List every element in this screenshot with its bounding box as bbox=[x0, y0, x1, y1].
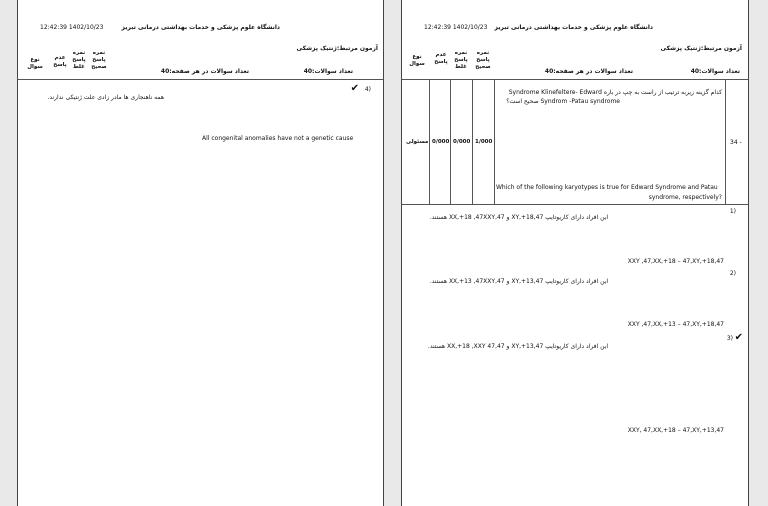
question-text-en-line1: Which of the following karyotypes is true for Edward Syndrome and Patau bbox=[496, 184, 718, 191]
column-divider bbox=[450, 79, 451, 205]
check-icon: ✔ bbox=[734, 332, 743, 343]
answer-sheet-page-left bbox=[17, 0, 384, 506]
option-number: 4) bbox=[364, 86, 371, 93]
column-divider bbox=[725, 79, 726, 205]
question-row-bottom-border bbox=[402, 204, 748, 205]
no-answer-score: 0/000 bbox=[432, 139, 450, 145]
column-divider bbox=[429, 79, 430, 205]
question-number: 34 - bbox=[730, 139, 742, 146]
university-title: دانشگاه علوم پزشکی و خدمات بهداشتی درمانی تبریز bbox=[494, 24, 653, 31]
option-text-en: All congenital anomalies have not a genetic cause bbox=[202, 135, 354, 142]
option-2-text-fa: این افراد دارای کاریوتایپ 47,XY,+13 و 47,XX,+13 ,47XXY هستند. bbox=[429, 278, 608, 285]
exam-title: آزمون مرتبط:ژنتیک پزشکی bbox=[296, 45, 378, 52]
column-wrong-score: نمره پاسخ غلط bbox=[72, 50, 86, 70]
timestamp: 12:42:39 1402/10/23 bbox=[424, 24, 488, 31]
question-type-value: مسئولی bbox=[406, 139, 429, 145]
question-text-fa-line2: Syndrom -Patau syndrome صحیح است؟ bbox=[506, 98, 620, 105]
option-1-text-fa: این افراد دارای کاریوتایپ 47,XY,+18 و 47,XX,+18 ,47XXY هستند. bbox=[429, 214, 608, 221]
column-no-answer: عدم پاسخ bbox=[53, 55, 67, 68]
column-correct-score: نمره پاسخ صحیح bbox=[91, 50, 107, 70]
wrong-score: 0/000 bbox=[453, 139, 471, 145]
column-question-type: نوع سوال bbox=[27, 57, 43, 70]
question-count: تعداد سوالات:40 bbox=[303, 68, 353, 75]
university-title: دانشگاه علوم پزشکی و خدمات بهداشتی درمانی تبریز bbox=[121, 24, 280, 31]
question-text-en-line2: syndrome, respectively? bbox=[648, 194, 722, 201]
column-divider bbox=[494, 79, 495, 205]
timestamp: 12:42:39 1402/10/23 bbox=[40, 24, 104, 31]
option-2-number: 2) bbox=[729, 270, 736, 277]
question-count: تعداد سوالات:40 bbox=[690, 68, 740, 75]
correct-score: 1/000 bbox=[475, 139, 493, 145]
column-wrong-score: نمره پاسخ غلط bbox=[454, 50, 468, 70]
column-question-type: نوع سوال bbox=[409, 54, 425, 67]
column-correct-score: نمره پاسخ صحیح bbox=[475, 50, 491, 70]
questions-per-page: تعداد سوالات در هر صفحه:40 bbox=[544, 68, 633, 75]
column-no-answer: عدم پاسخ bbox=[434, 52, 448, 65]
check-icon: ✔ bbox=[350, 83, 359, 94]
option-1-text-en: XXY ,47,XX,+18 – 47,XY,+18,47 bbox=[627, 258, 724, 265]
questions-per-page: تعداد سوالات در هر صفحه:40 bbox=[160, 68, 249, 75]
option-2-text-en: XXY ,47,XX,+13 – 47,XY,+18,47 bbox=[627, 321, 724, 328]
option-3-text-fa: این افراد دارای کاریوتایپ 47,XY,+13 و 47,XX,+18 ,XXY 47 هستند. bbox=[427, 343, 608, 350]
header-divider bbox=[18, 79, 383, 80]
option-text-fa: همه ناهنجاری ها مادر زادی علت ژنتیکی ندارند. bbox=[47, 94, 164, 101]
option-1-number: 1) bbox=[729, 208, 736, 215]
question-row-top-border bbox=[402, 79, 748, 80]
option-3-text-en: XXY, 47,XX,+18 – 47,XY,+13,47 bbox=[627, 427, 724, 434]
column-divider bbox=[472, 79, 473, 205]
option-3-number: 3) bbox=[726, 335, 733, 342]
answer-sheet-page-right bbox=[401, 0, 749, 506]
exam-title: آزمون مرتبط:ژنتیک پزشکی bbox=[660, 45, 742, 52]
question-text-fa-line1: کدام گزینه زیربه ترتیب از راست به چپ در باره Syndrome Klinefeltere- Edward bbox=[508, 89, 722, 96]
